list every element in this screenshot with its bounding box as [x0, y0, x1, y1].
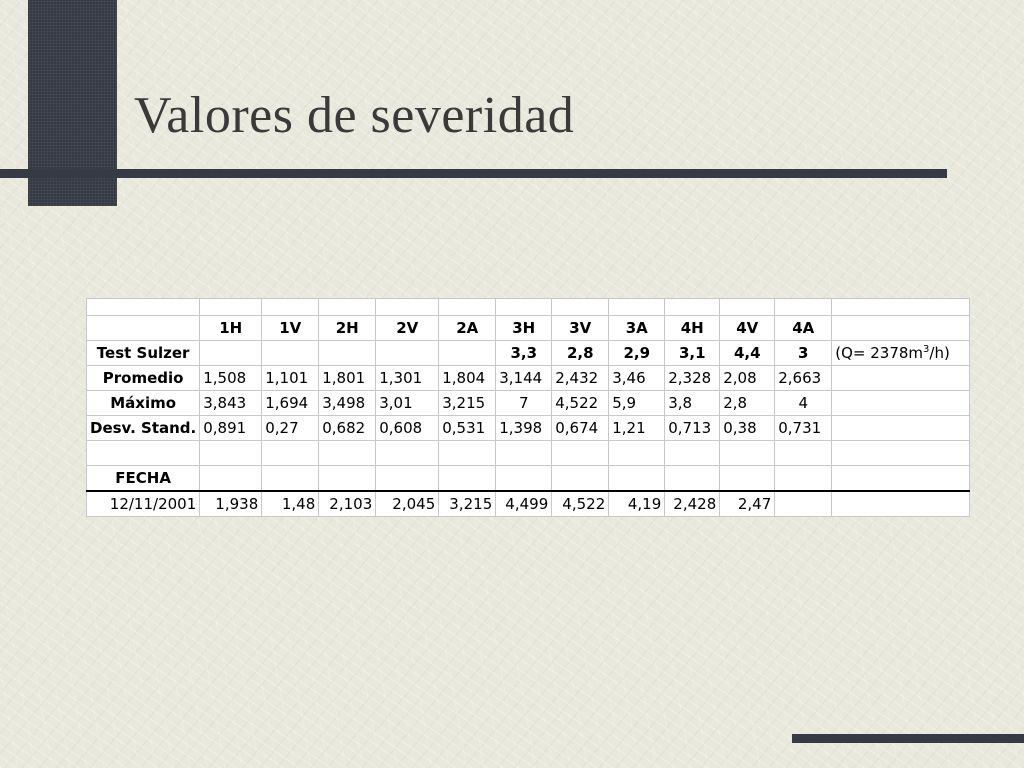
table-cell: 2,47 [720, 491, 775, 517]
table-row-fecha-header [87, 466, 970, 492]
table-row [87, 299, 970, 316]
row-label: Desv. Stand. [87, 416, 200, 441]
table-row-fecha [87, 491, 970, 517]
table-row-empty [87, 441, 970, 466]
table-cell: 1,804 [439, 366, 496, 391]
table-cell: 4,4 [720, 341, 775, 366]
flow-note-prefix: (Q= 2378m [835, 344, 924, 362]
column-header: 4H [665, 316, 720, 341]
table-cell: 2,328 [665, 366, 720, 391]
table-cell: 4,19 [609, 491, 665, 517]
severity-table [86, 298, 970, 517]
table-cell: 3,498 [319, 391, 376, 416]
table-cell: 3,8 [665, 391, 720, 416]
table-cell: 3,01 [376, 391, 439, 416]
table-cell: 3,1 [665, 341, 720, 366]
table-cell [376, 341, 439, 366]
table-cell: 2,8 [720, 391, 775, 416]
table-cell: 2,045 [376, 491, 439, 517]
table-cell: 3,215 [439, 491, 496, 517]
table-cell: 2,432 [552, 366, 609, 391]
decorative-top-rule [0, 169, 947, 178]
table-cell: 1,398 [496, 416, 552, 441]
table-cell: 4,522 [552, 491, 609, 517]
table-cell [319, 341, 376, 366]
table-cell: 0,731 [775, 416, 832, 441]
table-cell: 0,674 [552, 416, 609, 441]
table-cell: 5,9 [609, 391, 665, 416]
table-cell: 3,843 [200, 391, 262, 416]
table-cell: 0,38 [720, 416, 775, 441]
table-cell: 1,508 [200, 366, 262, 391]
table-cell: 1,21 [609, 416, 665, 441]
table-cell: 1,48 [262, 491, 319, 517]
table-cell: 1,301 [376, 366, 439, 391]
table-cell: 2,103 [319, 491, 376, 517]
flow-note [832, 341, 970, 366]
column-header: 4V [720, 316, 775, 341]
table-cell: 0,608 [376, 416, 439, 441]
table-cell [200, 341, 262, 366]
column-header: 4A [775, 316, 832, 341]
table-cell: 0,891 [200, 416, 262, 441]
table-cell: 3,144 [496, 366, 552, 391]
slide-title: Valores de severidad [134, 87, 575, 144]
row-label: Test Sulzer [87, 341, 200, 366]
table-cell: 2,663 [775, 366, 832, 391]
table-cell: 3,215 [439, 391, 496, 416]
column-header: 2H [319, 316, 376, 341]
decorative-bottom-rule [792, 734, 1024, 743]
column-header: 2V [376, 316, 439, 341]
header-row [87, 316, 970, 341]
table-cell: 0,531 [439, 416, 496, 441]
column-header: 3H [496, 316, 552, 341]
table-cell: 1,801 [319, 366, 376, 391]
table-cell [262, 341, 319, 366]
table-cell: 4,522 [552, 391, 609, 416]
table-cell: 0,682 [319, 416, 376, 441]
table-cell: 0,713 [665, 416, 720, 441]
table-cell: 3,46 [609, 366, 665, 391]
column-header: 3V [552, 316, 609, 341]
flow-note-suffix: /h) [929, 344, 950, 362]
table-row-promedio [87, 366, 970, 391]
corner-cell [87, 316, 200, 341]
table-cell: 4 [775, 391, 832, 416]
row-label: Promedio [87, 366, 200, 391]
table-row-desv [87, 416, 970, 441]
table-cell: 1,101 [262, 366, 319, 391]
row-label: FECHA [87, 466, 200, 492]
table-cell: 2,8 [552, 341, 609, 366]
column-header: 1H [200, 316, 262, 341]
table-cell: 2,428 [665, 491, 720, 517]
table-cell: 3 [775, 341, 832, 366]
table-cell: 0,27 [262, 416, 319, 441]
flow-note-exponent: 3 [923, 344, 930, 355]
column-header: 1V [262, 316, 319, 341]
table-row-maximo [87, 391, 970, 416]
table-cell: 2,9 [609, 341, 665, 366]
column-header: 2A [439, 316, 496, 341]
table-row-test-sulzer [87, 341, 970, 366]
table-cell: 2,08 [720, 366, 775, 391]
table-cell: 1,694 [262, 391, 319, 416]
table-cell [439, 341, 496, 366]
table-cell: 3,3 [496, 341, 552, 366]
table-cell [775, 491, 832, 517]
table-cell: 1,938 [200, 491, 262, 517]
date-cell: 12/11/2001 [87, 491, 200, 517]
row-label: Máximo [87, 391, 200, 416]
table-cell: 4,499 [496, 491, 552, 517]
column-header: 3A [609, 316, 665, 341]
table-cell: 7 [496, 391, 552, 416]
